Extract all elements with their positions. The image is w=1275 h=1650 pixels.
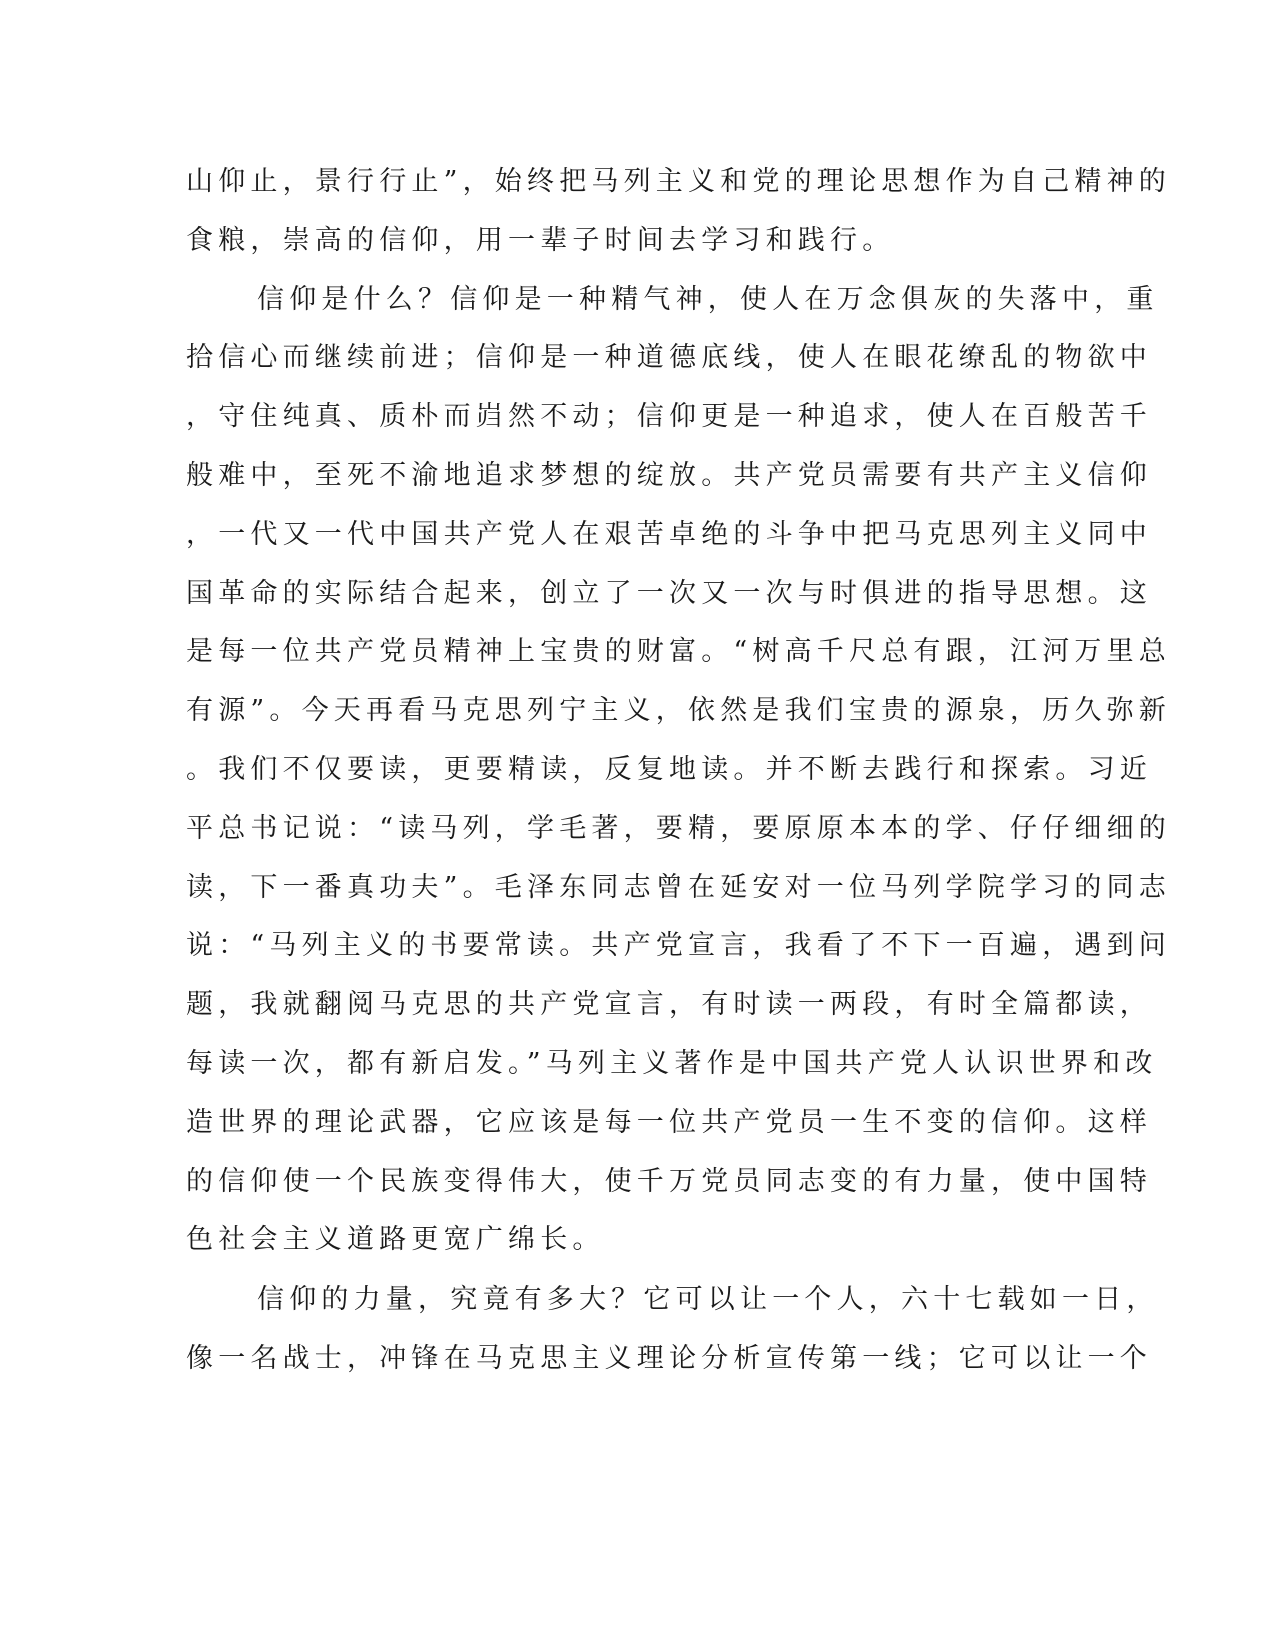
paragraph-start-line: 信仰的力量，究竟有多大？它可以让一个人，六十七载如一日， bbox=[257, 1284, 1159, 1316]
text-line: 山仰止，景行行止”，始终把马列主义和党的理论思想作为自己精神的 bbox=[186, 166, 1172, 197]
text-line: 国革命的实际结合起来，创立了一次又一次与时俱进的指导思想。这 bbox=[186, 577, 1152, 609]
text-line: 题，我就翻阅马克思的共产党宣言，有时读一两段，有时全篇都读， bbox=[186, 989, 1152, 1021]
text-line: 是每一位共产党员精神上宝贵的财富。“树高千尺总有跟，江河万里总 bbox=[186, 636, 1172, 668]
text-line: 每读一次，都有新启发。”马列主义著作是中国共产党人认识世界和改 bbox=[186, 1047, 1158, 1079]
paragraph-start-line: 信仰是什么？信仰是一种精气神，使人在万念俱灰的失落中，重 bbox=[257, 283, 1159, 315]
text-line: 造世界的理论武器，它应该是每一位共产党员一生不变的信仰。这样 bbox=[186, 1106, 1152, 1138]
text-line: 读，下一番真功夫”。毛泽东同志曾在延安对一位马列学院学习的同志 bbox=[186, 871, 1172, 903]
text-line: 般难中，至死不渝地追求梦想的绽放。共产党员需要有共产主义信仰 bbox=[186, 459, 1152, 491]
text-line: ，守住纯真、质朴而岿然不动；信仰更是一种追求，使人在百般苦千 bbox=[186, 401, 1152, 433]
body-text bbox=[186, 153, 1172, 1389]
text-line: 拾信心而继续前进；信仰是一种道德底线，使人在眼花缭乱的物欲中 bbox=[186, 342, 1152, 374]
text-line: 平总书记说：“读马列，学毛著，要精，要原原本本的学、仔仔细细的 bbox=[186, 812, 1172, 844]
text-line: 食粮，崇高的信仰，用一辈子时间去学习和践行。 bbox=[186, 224, 895, 256]
text-line: 有源”。今天再看马克思列宁主义，依然是我们宝贵的源泉，历久弥新 bbox=[186, 695, 1172, 727]
text-line: 说：“马列主义的书要常读。共产党宣言，我看了不下一百遍，遇到问 bbox=[186, 930, 1172, 962]
text-line: 。我们不仅要读，更要精读，反复地读。并不断去践行和探索。习近 bbox=[186, 753, 1152, 785]
text-line: 的信仰使一个民族变得伟大，使千万党员同志变的有力量，使中国特 bbox=[186, 1165, 1152, 1197]
text-line: 色社会主义道路更宽广绵长。 bbox=[186, 1224, 605, 1256]
text-line: ，一代又一代中国共产党人在艰苦卓绝的斗争中把马克思列主义同中 bbox=[186, 518, 1152, 550]
text-line: 像一名战士，冲锋在马克思主义理论分析宣传第一线；它可以让一个 bbox=[186, 1342, 1152, 1374]
